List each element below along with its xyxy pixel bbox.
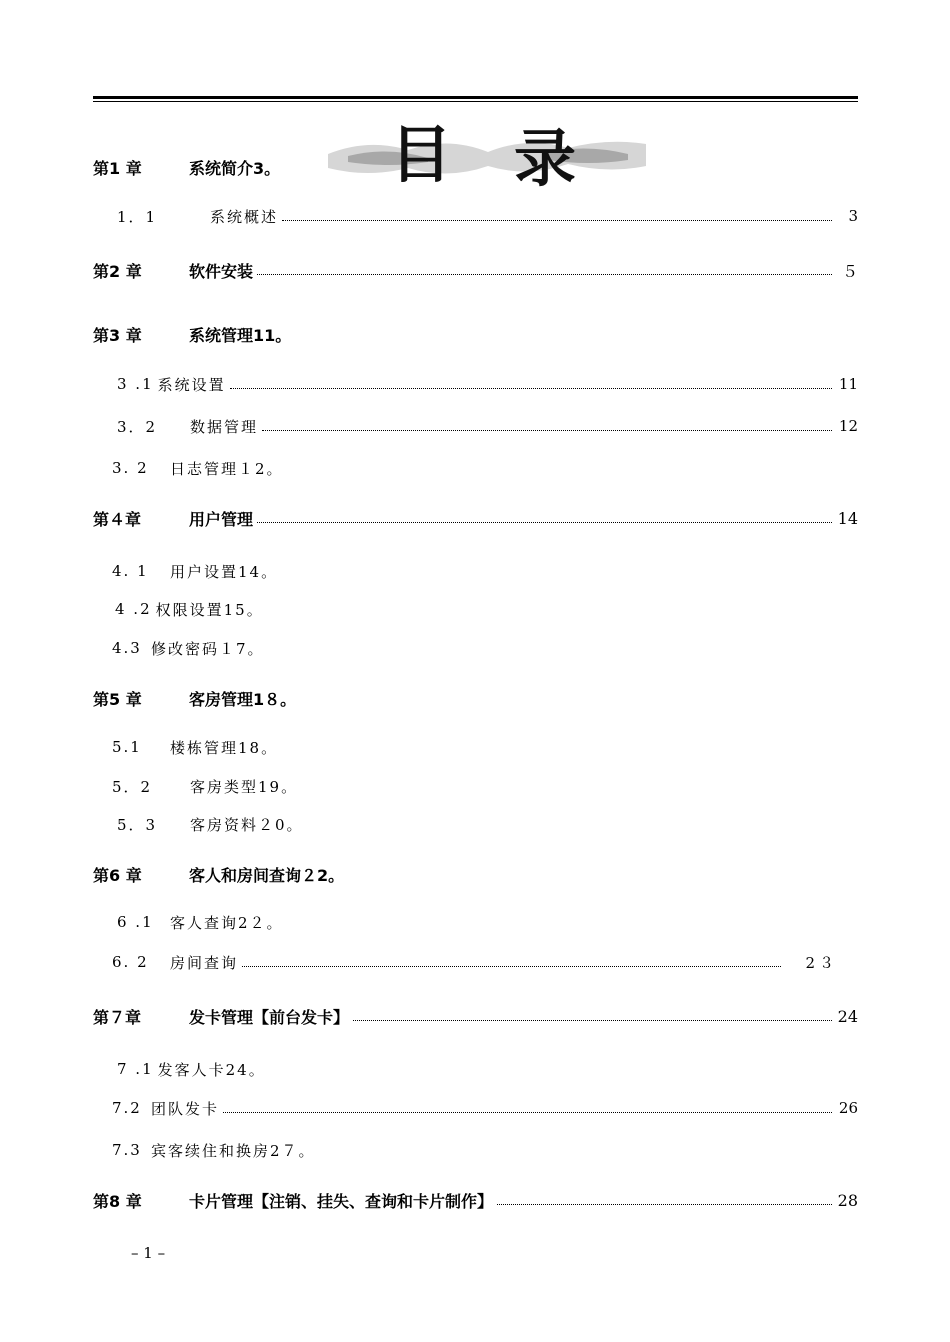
toc-number: 第４章 <box>93 509 142 529</box>
toc-number: 第8 章 <box>93 1191 142 1211</box>
toc-entry-5-1[interactable] <box>93 733 858 761</box>
toc-number: 第2 章 <box>93 261 142 281</box>
toc-entry-7-1[interactable] <box>93 1055 858 1083</box>
toc-page: 14 <box>837 508 858 528</box>
toc-title: 数据管理 <box>190 417 259 436</box>
toc-title: 楼栋管理18。 <box>170 738 279 757</box>
toc-page: ５ <box>841 261 858 281</box>
toc-entry-7-3[interactable] <box>93 1136 858 1164</box>
toc-title: 发卡管理【前台发卡】 <box>189 1007 350 1027</box>
toc-title: 系统设置 <box>157 375 226 394</box>
toc-entry-chapter-8[interactable] <box>93 1186 858 1214</box>
toc-entry-3-3[interactable] <box>93 454 858 482</box>
toc-title: 客房资料２0。 <box>190 815 304 834</box>
toc-page: 26 <box>838 1099 858 1117</box>
toc-leader <box>282 219 832 221</box>
toc-title: 宾客续住和换房2７。 <box>151 1141 316 1160</box>
toc-entry-6-2[interactable] <box>93 948 838 976</box>
toc-title-logo <box>328 108 646 194</box>
toc-title: 卡片管理【注销、挂失、查询和卡片制作】 <box>189 1191 494 1211</box>
toc-entry-5-2[interactable] <box>93 772 858 800</box>
toc-leader <box>257 273 832 275</box>
toc-number: 3. 2 <box>112 459 149 477</box>
toc-title: 客人查询2２。 <box>170 913 284 932</box>
toc-number: 第5 章 <box>93 689 142 709</box>
toc-title: 客房类型19。 <box>190 777 299 796</box>
toc-title: 日志管理１2。 <box>170 459 284 478</box>
toc-leader <box>230 387 832 389</box>
toc-title: 客房管理1８。 <box>189 689 297 709</box>
toc-entry-1-1[interactable] <box>93 202 858 230</box>
toc-number: 7.2 <box>112 1099 142 1117</box>
toc-number: 4.3 <box>112 639 142 657</box>
toc-number: 第3 章 <box>93 325 142 345</box>
toc-leader <box>353 1019 832 1021</box>
toc-number: 1．1 <box>117 207 158 226</box>
header-rule-thin <box>93 101 858 102</box>
toc-page: 3 <box>848 207 858 225</box>
toc-leader <box>223 1111 832 1113</box>
toc-entry-3-1[interactable] <box>93 370 858 398</box>
toc-entry-4-1[interactable] <box>93 557 858 585</box>
toc-page: 24 <box>837 1006 858 1026</box>
toc-title: 用户设置14。 <box>170 562 279 581</box>
toc-entry-4-3[interactable] <box>93 634 858 662</box>
toc-title: 客人和房间查询２2。 <box>189 865 345 885</box>
toc-title: 系统概述 <box>210 207 279 226</box>
toc-entry-chapter-2[interactable] <box>93 256 858 284</box>
toc-entry-4-2[interactable] <box>93 595 858 623</box>
toc-number: 7.3 <box>112 1141 142 1159</box>
toc-title: 软件安装 <box>189 261 254 281</box>
toc-page: 28 <box>837 1190 858 1210</box>
toc-number: 4. 1 <box>112 562 149 580</box>
toc-number: 第6 章 <box>93 865 142 885</box>
toc-page: 12 <box>838 417 858 435</box>
toc-title: 系统简介3。 <box>189 158 281 178</box>
toc-title: 系统管理11。 <box>189 325 292 345</box>
toc-number: 7 .1 <box>117 1060 154 1078</box>
toc-number: 5.1 <box>112 738 142 756</box>
toc-entry-3-2[interactable] <box>93 412 858 440</box>
page-number-footer: – 1 – <box>131 1244 166 1262</box>
toc-number: 6. 2 <box>112 953 149 971</box>
toc-number: 第1 章 <box>93 158 142 178</box>
toc-entry-6-1[interactable] <box>93 908 858 936</box>
toc-entry-chapter-3[interactable] <box>93 320 858 348</box>
toc-leader <box>497 1203 832 1205</box>
toc-leader <box>262 429 832 431</box>
toc-entry-chapter-6[interactable] <box>93 860 858 888</box>
toc-entry-chapter-4[interactable] <box>93 504 858 532</box>
toc-title: 团队发卡 <box>151 1099 220 1118</box>
toc-number: 6 .1 <box>117 913 154 931</box>
toc-number: 3 .1 <box>117 375 154 393</box>
toc-title: 权限设置15。 <box>155 600 264 619</box>
svg-text:录: 录 <box>514 122 577 194</box>
toc-page: 2３ <box>805 953 838 972</box>
toc-leader <box>257 521 832 523</box>
toc-entry-chapter-1[interactable] <box>93 153 858 181</box>
toc-title: 房间查询 <box>170 953 239 972</box>
toc-entry-chapter-7[interactable] <box>93 1002 858 1030</box>
toc-number: 4 .2 <box>115 600 152 618</box>
toc-number: 5．3 <box>117 815 158 834</box>
toc-title-text: 目 <box>390 118 453 191</box>
toc-entry-7-2[interactable] <box>93 1094 858 1122</box>
toc-title: 用户管理 <box>189 509 254 529</box>
toc-number: 第７章 <box>93 1007 142 1027</box>
toc-title: 修改密码１7。 <box>151 639 265 658</box>
toc-number: 5．2 <box>112 777 153 796</box>
toc-title: 发客人卡24。 <box>157 1060 266 1079</box>
toc-entry-chapter-5[interactable] <box>93 684 858 712</box>
toc-leader <box>242 965 781 967</box>
toc-number: 3．2 <box>117 417 158 436</box>
toc-entry-5-3[interactable] <box>93 810 858 838</box>
toc-page: 11 <box>838 375 858 393</box>
header-rule-thick <box>93 96 858 99</box>
